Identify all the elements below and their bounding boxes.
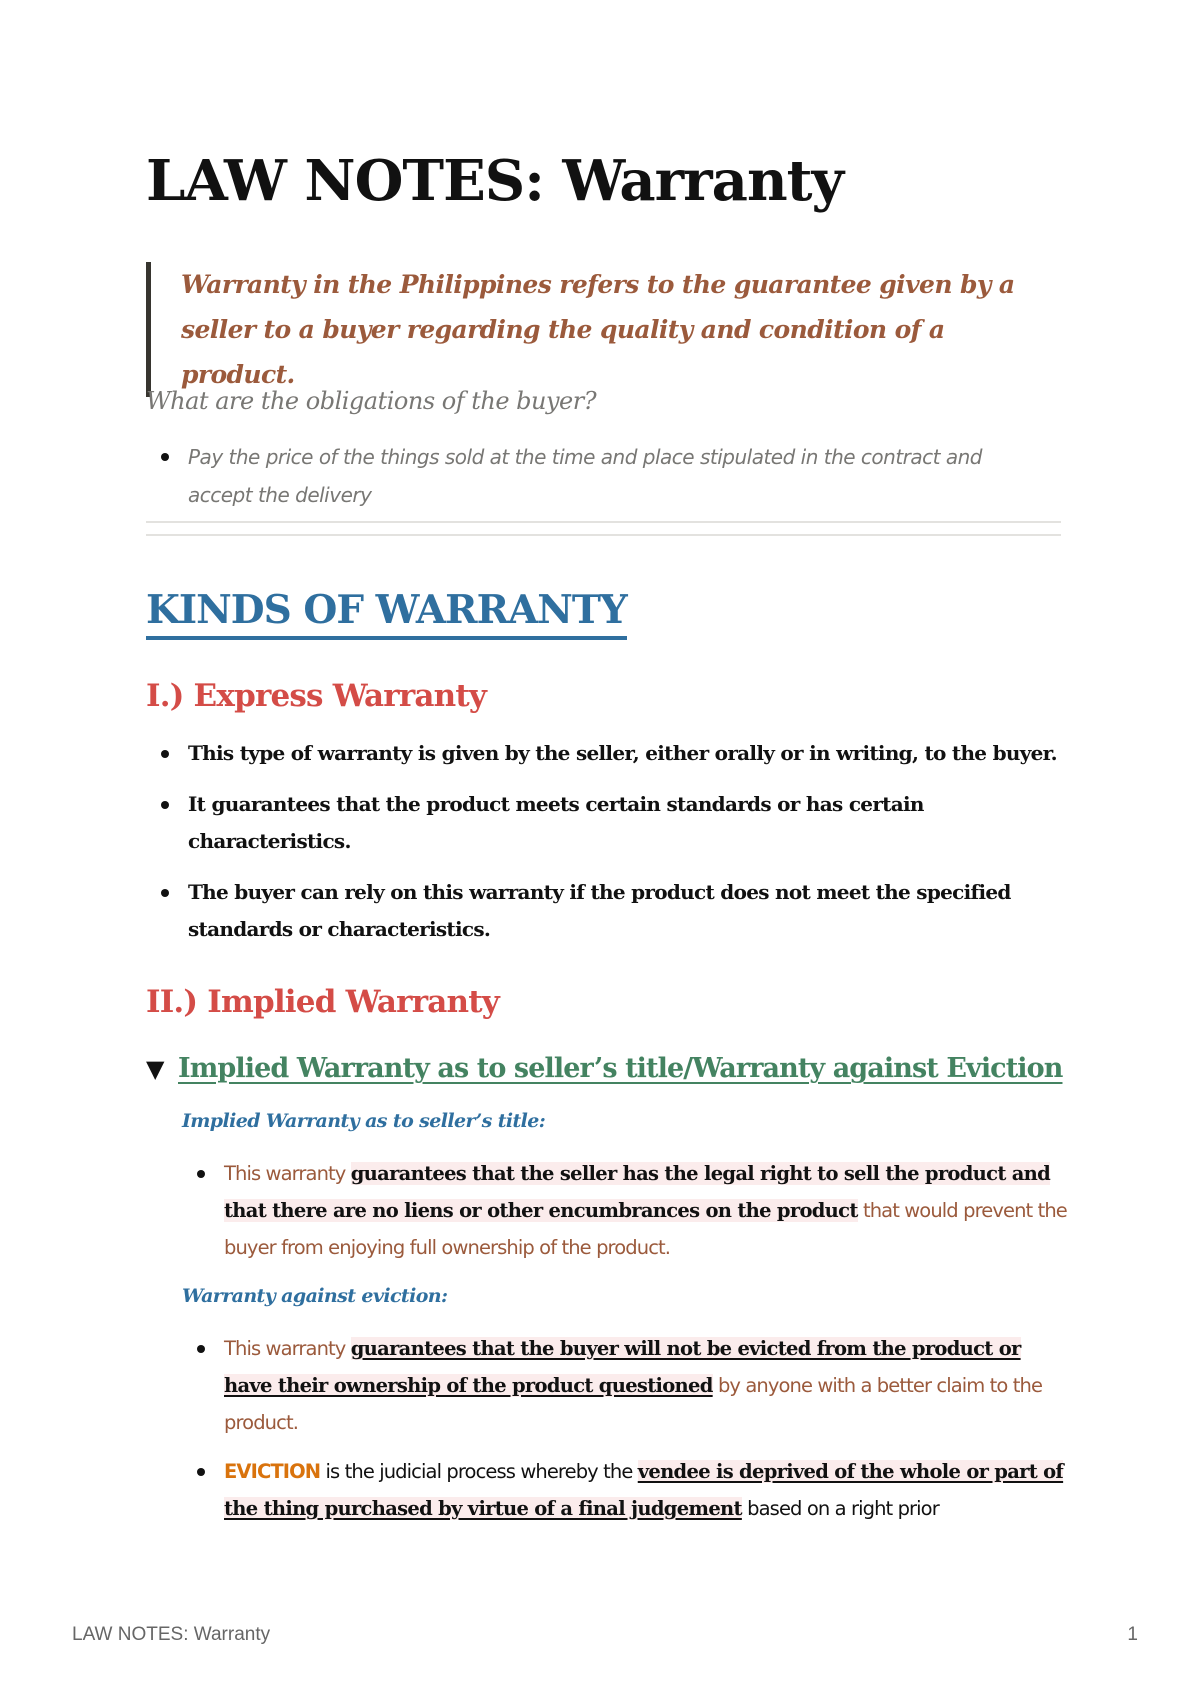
express-heading: I.) Express Warranty xyxy=(146,678,487,714)
page-title: LAW NOTES: Warranty xyxy=(146,148,844,214)
eviction-list xyxy=(182,1330,1067,1539)
list-item: It guarantees that the product meets certain standards or has certain characteristics. xyxy=(146,786,1061,860)
callout-text: Warranty in the Philippines refers to the guarantee given by a seller to a buyer regarding the quality and condition of a product. xyxy=(181,270,1015,389)
express-list xyxy=(146,735,1061,962)
list-item: Pay the price of the things sold at the time and place stipulated in the contract and accept the delivery xyxy=(146,438,1046,514)
list-item: EVICTION is the judicial process whereby the vendee is deprived of the whole or part of the thing purchased by virtue of a final judgement based on a right prior xyxy=(182,1453,1067,1527)
question-heading: What are the obligations of the buyer? xyxy=(146,387,597,415)
toggle-triangle-icon[interactable]: ▼ xyxy=(146,1054,164,1083)
list-item: This warranty guarantees that the seller has the legal right to sell the product and that there are no liens or other encumbrances on the product that would prevent the buyer from enjoying full ownership of the product. xyxy=(182,1155,1067,1266)
implied-heading: II.) Implied Warranty xyxy=(146,984,500,1020)
kinds-heading: KINDS OF WARRANTY xyxy=(146,586,627,640)
list-item: This warranty guarantees that the buyer will not be evicted from the product or have their ownership of the product questioned by anyone with a better claim to the product. xyxy=(182,1330,1067,1441)
toggle-title: Implied Warranty as to seller’s title/Warranty against Eviction xyxy=(178,1053,1063,1084)
question-list xyxy=(146,438,1046,514)
page-number: 1 xyxy=(1127,1624,1138,1645)
title-subheading: Implied Warranty as to seller’s title: xyxy=(182,1110,546,1132)
eviction-subheading: Warranty against eviction: xyxy=(182,1285,448,1307)
implied-toggle[interactable] xyxy=(146,1053,1062,1084)
title-list xyxy=(182,1155,1067,1278)
callout-quote xyxy=(146,262,1061,397)
footer-title: LAW NOTES: Warranty xyxy=(72,1624,271,1645)
list-item: This type of warranty is given by the seller, either orally or in writing, to the buyer. xyxy=(146,735,1061,772)
list-item: The buyer can rely on this warranty if the product does not meet the specified standards or characteristics. xyxy=(146,874,1061,948)
divider xyxy=(146,521,1061,523)
divider xyxy=(146,534,1061,536)
